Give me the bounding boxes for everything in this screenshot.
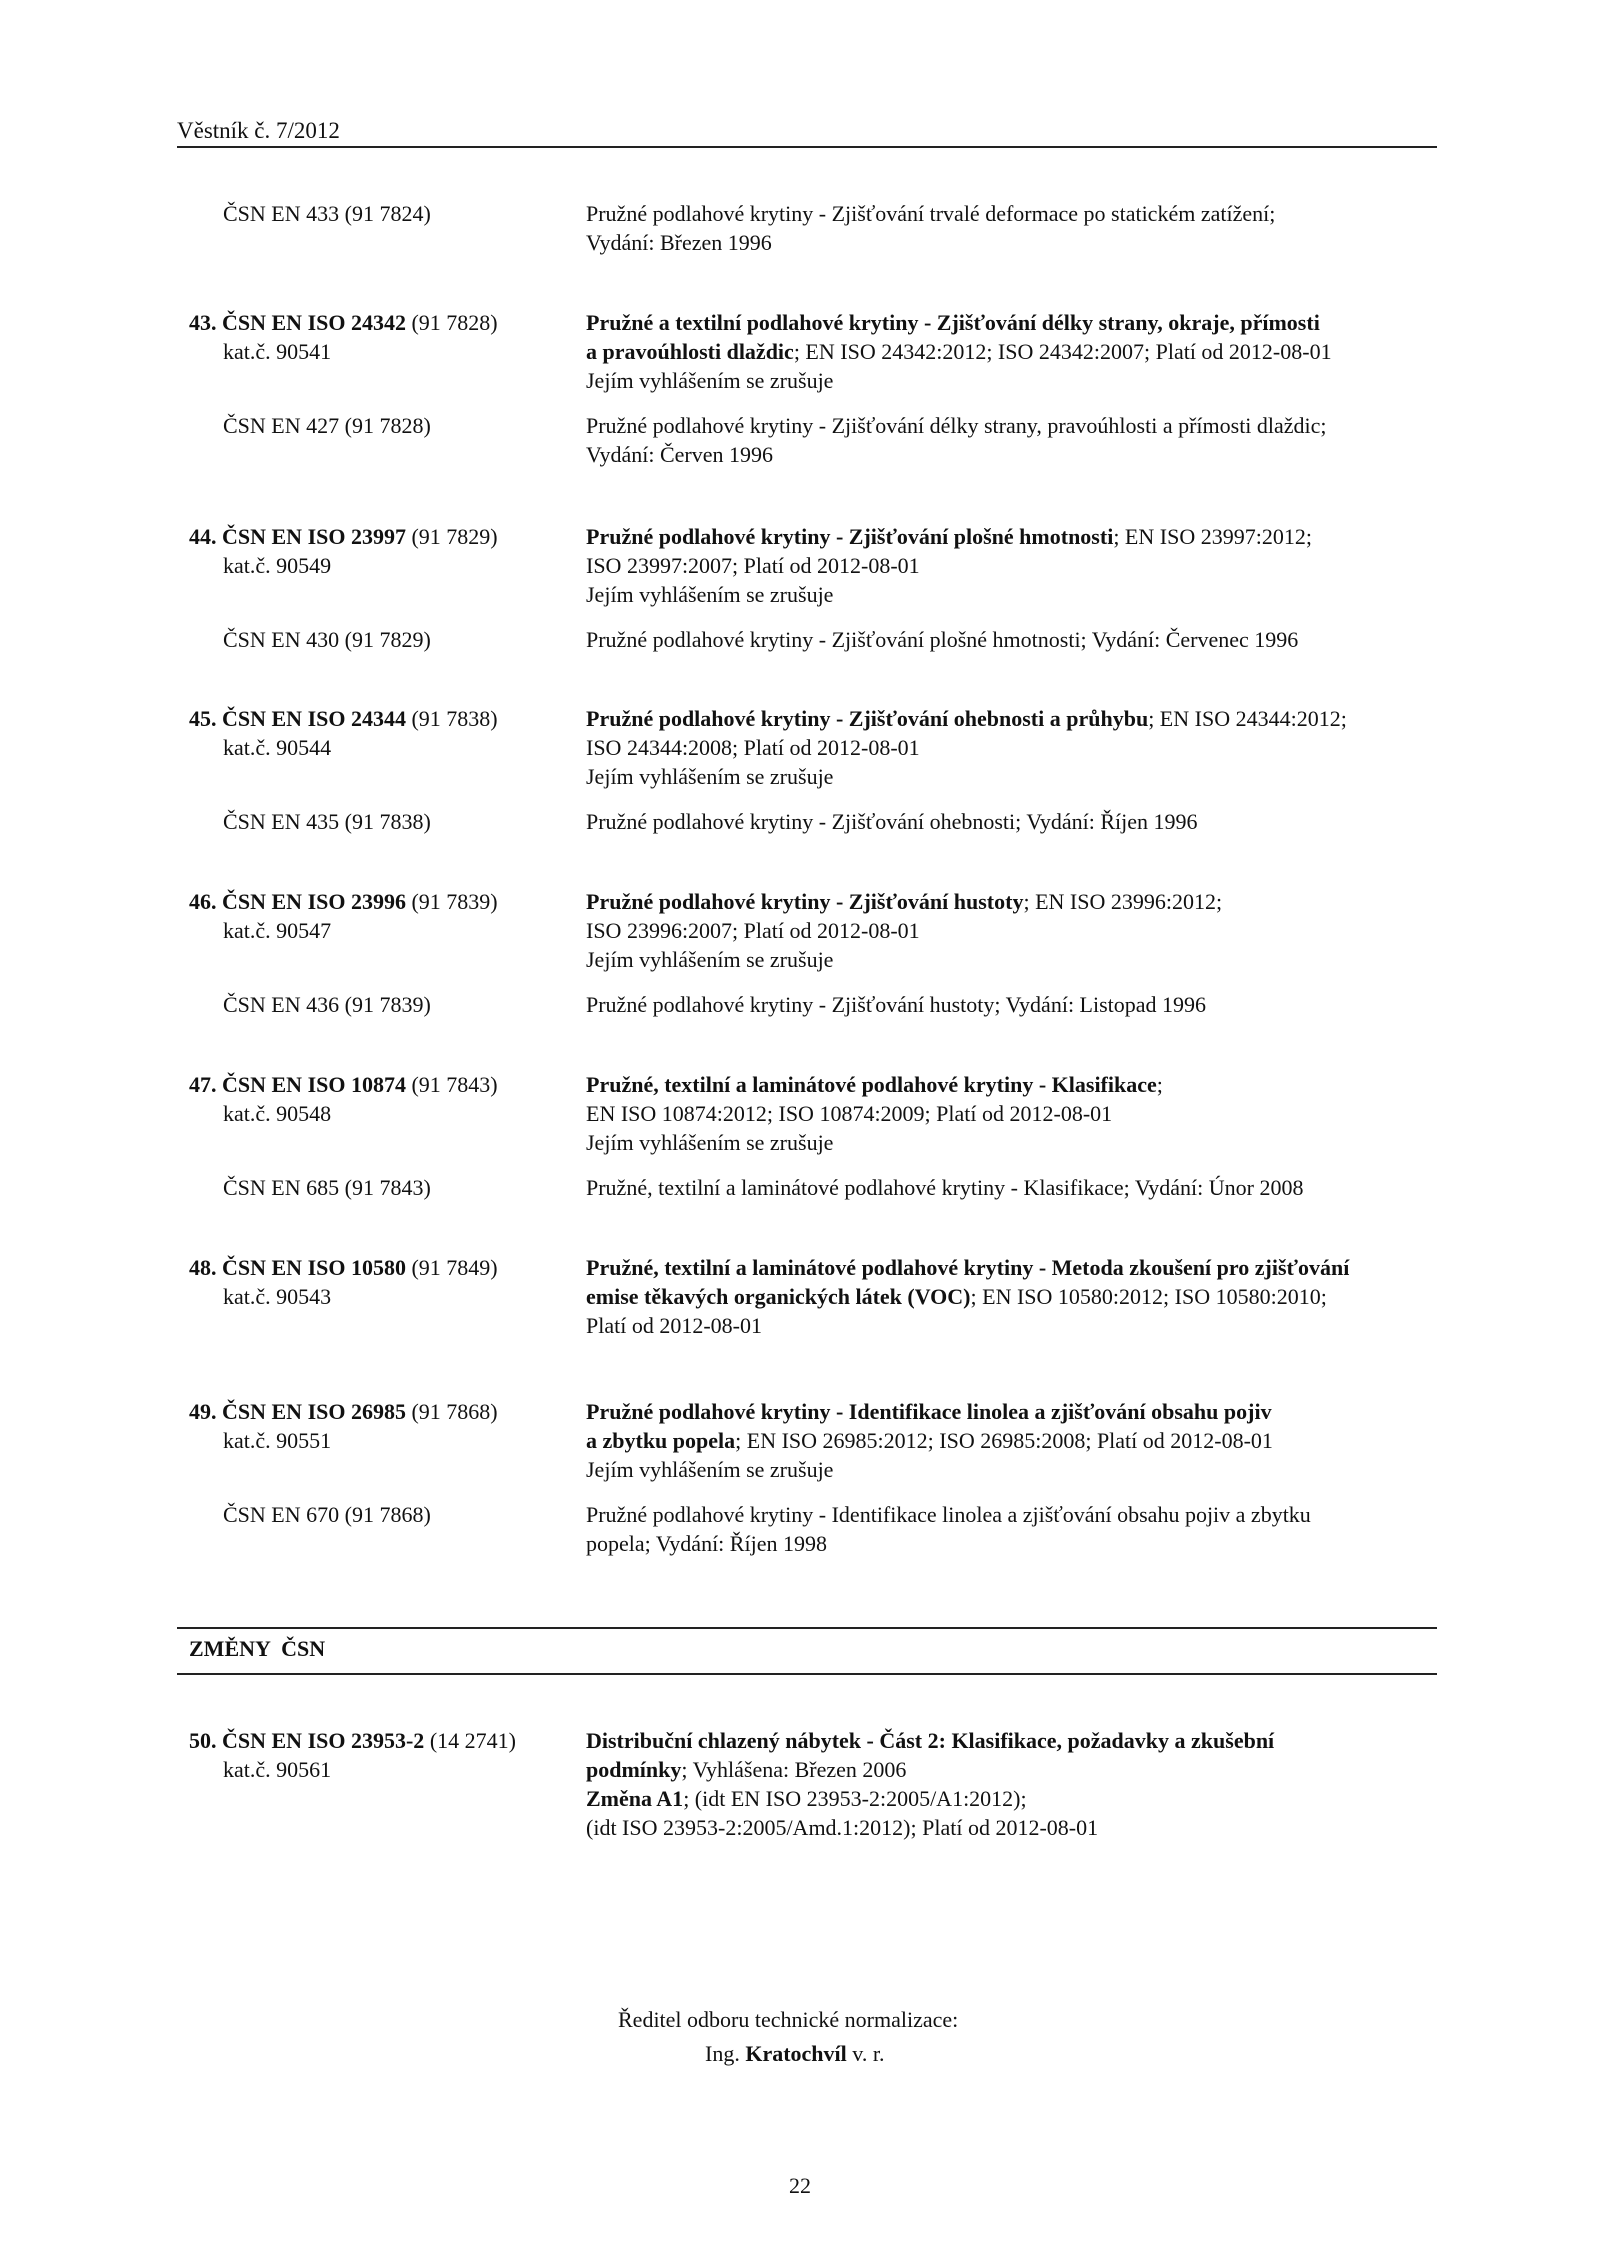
description-text: ; (idt EN ISO 23953-2:2005/A1:2012); xyxy=(683,1786,1027,1811)
entry-description xyxy=(586,807,1197,836)
signature-name-line xyxy=(705,2039,884,2068)
description-text: Pružné podlahové krytiny - Zjišťování ohebnosti; Vydání: Říjen 1996 xyxy=(586,809,1198,834)
entry-number: 45. xyxy=(189,706,217,731)
description-title-text: a pravoúhlosti dlaždic xyxy=(586,339,794,364)
replaced-code: ČSN EN 435 (91 7838) xyxy=(223,809,431,834)
description-text: ; Vyhlášena: Březen 2006 xyxy=(681,1757,907,1782)
description-text: Jejím vyhlášením se zrušuje xyxy=(586,1130,834,1155)
entry-description xyxy=(586,1726,1274,1842)
description-line xyxy=(586,1311,1349,1340)
description-line xyxy=(586,704,1347,733)
description-title-text: Pružné podlahové krytiny - Zjišťování plošné hmotnosti xyxy=(586,524,1114,549)
description-text: Pružné podlahové krytiny - Zjišťování plošné hmotnosti; Vydání: Červenec 1996 xyxy=(586,627,1299,652)
entry-code-main: ČSN EN ISO 10580 xyxy=(222,1255,406,1280)
replaced-code: ČSN EN 427 (91 7828) xyxy=(223,413,431,438)
description-line xyxy=(586,1426,1273,1455)
replaced-code: ČSN EN 685 (91 7843) xyxy=(223,1175,431,1200)
entry-number: 47. xyxy=(189,1072,217,1097)
entry-catalog-number: kat.č. 90549 xyxy=(223,553,332,578)
entry-description xyxy=(586,1070,1163,1157)
description-line xyxy=(586,199,1275,228)
entry-code-main: ČSN EN ISO 10874 xyxy=(222,1072,406,1097)
entry-description xyxy=(586,887,1222,974)
section-heading: ZMĚNY ČSN xyxy=(189,1636,326,1661)
entry-code-class: (91 7843) xyxy=(405,1072,498,1097)
entry-code-class: (91 7838) xyxy=(405,706,498,731)
description-text: Vydání: Březen 1996 xyxy=(586,230,772,255)
entry-code xyxy=(189,1726,516,1755)
entry-number: 43. xyxy=(189,310,217,335)
description-line xyxy=(586,1813,1274,1842)
description-text: Jejím vyhlášením se zrušuje xyxy=(586,368,834,393)
replaced-code: ČSN EN 436 (91 7839) xyxy=(223,992,431,1017)
description-text: Jejím vyhlášením se zrušuje xyxy=(586,582,834,607)
entry-description xyxy=(586,704,1347,791)
replaced-code: ČSN EN 670 (91 7868) xyxy=(223,1502,431,1527)
entry-description xyxy=(586,1253,1349,1340)
description-line xyxy=(586,411,1327,440)
entry-description xyxy=(586,1173,1303,1202)
replaced-code: ČSN EN 430 (91 7829) xyxy=(223,627,431,652)
description-line xyxy=(586,945,1222,974)
description-line xyxy=(586,366,1332,395)
description-line xyxy=(586,733,1347,762)
entry-code xyxy=(189,704,498,733)
description-line xyxy=(586,1173,1303,1202)
entry-code-class: (91 7828) xyxy=(405,310,498,335)
description-text: Pružné podlahové krytiny - Zjišťování trvalé deformace po statickém zatížení; xyxy=(586,201,1276,226)
entry-code-class: (91 7829) xyxy=(405,524,498,549)
description-line xyxy=(586,1099,1163,1128)
description-title-text: Pružné podlahové krytiny - Zjišťování ohebnosti a průhybu xyxy=(586,706,1149,731)
description-text: ; EN ISO 23996:2012; xyxy=(1023,889,1223,914)
entry-catalog-number: kat.č. 90544 xyxy=(223,735,332,760)
entry-description xyxy=(586,990,1206,1019)
description-text: Pružné, textilní a laminátové podlahové krytiny - Klasifikace; Vydání: Únor 2008 xyxy=(586,1175,1304,1200)
signature-suffix: v. r. xyxy=(846,2041,885,2066)
description-line xyxy=(586,522,1312,551)
description-line xyxy=(586,1397,1273,1426)
description-text: Pružné podlahové krytiny - Zjišťování hustoty; Vydání: Listopad 1996 xyxy=(586,992,1207,1017)
entry-code-main: ČSN EN ISO 23997 xyxy=(222,524,406,549)
description-line xyxy=(586,762,1347,791)
entry-code-main: ČSN EN ISO 26985 xyxy=(222,1399,406,1424)
description-line xyxy=(586,580,1312,609)
description-line xyxy=(586,551,1312,580)
entry-code-main: ČSN EN ISO 24344 xyxy=(222,706,406,731)
entry-description xyxy=(586,411,1327,469)
description-line xyxy=(586,1282,1349,1311)
description-text: ISO 23997:2007; Platí od 2012-08-01 xyxy=(586,553,920,578)
description-text: Platí od 2012-08-01 xyxy=(586,1313,762,1338)
header-title: Věstník č. 7/2012 xyxy=(177,118,340,143)
entry-description xyxy=(586,1500,1311,1558)
entry-number: 48. xyxy=(189,1255,217,1280)
description-title-text: Pružné a textilní podlahové krytiny - Zjišťování délky strany, okraje, přímosti xyxy=(586,310,1320,335)
description-line xyxy=(586,1070,1163,1099)
entry-catalog-number: kat.č. 90547 xyxy=(223,918,332,943)
entry-code-class: (91 7868) xyxy=(405,1399,498,1424)
description-text: Jejím vyhlášením se zrušuje xyxy=(586,1457,834,1482)
entry-number: 44. xyxy=(189,524,217,549)
entry-code xyxy=(189,1253,498,1282)
description-title-text: Pružné, textilní a laminátové podlahové krytiny - Metoda zkoušení pro zjišťování xyxy=(586,1255,1350,1280)
description-line xyxy=(586,625,1298,654)
entry-code xyxy=(189,1397,498,1426)
entry-code-main: ČSN EN ISO 24342 xyxy=(222,310,406,335)
entry-code xyxy=(189,887,498,916)
entry-description xyxy=(586,1397,1273,1484)
description-text: popela; Vydání: Říjen 1998 xyxy=(586,1531,827,1556)
description-text: Vydání: Červen 1996 xyxy=(586,442,773,467)
description-text: Pružné podlahové krytiny - Identifikace linolea a zjišťování obsahu pojiv a zbytku xyxy=(586,1502,1311,1527)
description-line xyxy=(586,1253,1349,1282)
description-line xyxy=(586,337,1332,366)
entry-catalog-number: kat.č. 90541 xyxy=(223,339,332,364)
description-text: ; EN ISO 26985:2012; ISO 26985:2008; Platí od 2012-08-01 xyxy=(735,1428,1273,1453)
entry-description xyxy=(586,308,1332,395)
description-line xyxy=(586,1500,1311,1529)
description-text: Jejím vyhlášením se zrušuje xyxy=(586,947,834,972)
description-line xyxy=(586,440,1327,469)
entry-catalog-number: kat.č. 90548 xyxy=(223,1101,332,1126)
section-rule-top xyxy=(177,1627,1437,1629)
description-text: ; EN ISO 10580:2012; ISO 10580:2010; xyxy=(970,1284,1327,1309)
entry-code-main: ČSN EN ISO 23996 xyxy=(222,889,406,914)
entry-code xyxy=(189,522,498,551)
description-text: ; EN ISO 24342:2012; ISO 24342:2007; Platí od 2012-08-01 xyxy=(793,339,1332,364)
description-line xyxy=(586,887,1222,916)
entry-code xyxy=(189,1070,498,1099)
description-line xyxy=(586,807,1197,836)
description-text: ; xyxy=(1156,1072,1163,1097)
description-title-text: podmínky xyxy=(586,1757,682,1782)
entry-code-class: (91 7839) xyxy=(405,889,498,914)
signature-name: Kratochvíl xyxy=(745,2041,847,2066)
description-text: Jejím vyhlášením se zrušuje xyxy=(586,764,834,789)
description-line xyxy=(586,1128,1163,1157)
description-text: Pružné podlahové krytiny - Zjišťování délky strany, pravoúhlosti a přímosti dlaždic; xyxy=(586,413,1327,438)
entry-catalog-number: kat.č. 90551 xyxy=(223,1428,332,1453)
page-number: 22 xyxy=(789,2173,811,2198)
description-title-text: Pružné podlahové krytiny - Zjišťování hustoty xyxy=(586,889,1024,914)
section-rule-bottom xyxy=(177,1673,1437,1675)
description-text: (idt ISO 23953-2:2005/Amd.1:2012); Platí od 2012-08-01 xyxy=(586,1815,1099,1840)
description-line xyxy=(586,1755,1274,1784)
description-title-text: Změna A1 xyxy=(586,1786,684,1811)
entry-catalog-number: kat.č. 90543 xyxy=(223,1284,332,1309)
description-line xyxy=(586,228,1275,257)
description-title-text: Pružné podlahové krytiny - Identifikace linolea a zjišťování obsahu pojiv xyxy=(586,1399,1272,1424)
signature-role: Ředitel odboru technické normalizace: xyxy=(618,2007,959,2032)
entry-description xyxy=(586,625,1298,654)
description-line xyxy=(586,1726,1274,1755)
header-rule xyxy=(177,146,1437,148)
description-text: ; EN ISO 23997:2012; xyxy=(1113,524,1312,549)
description-line xyxy=(586,1784,1274,1813)
description-text: EN ISO 10874:2012; ISO 10874:2009; Platí od 2012-08-01 xyxy=(586,1101,1113,1126)
entry-code-main: ČSN EN ISO 23953-2 xyxy=(222,1728,425,1753)
description-line xyxy=(586,1455,1273,1484)
entry-description xyxy=(586,199,1275,257)
description-text: ; EN ISO 24344:2012; xyxy=(1148,706,1347,731)
description-text: ISO 24344:2008; Platí od 2012-08-01 xyxy=(586,735,920,760)
description-title-text: Pružné, textilní a laminátové podlahové krytiny - Klasifikace xyxy=(586,1072,1157,1097)
description-line xyxy=(586,990,1206,1019)
description-title-text: a zbytku popela xyxy=(586,1428,736,1453)
entry-code-class: (91 7849) xyxy=(405,1255,498,1280)
entry-number: 49. xyxy=(189,1399,217,1424)
description-line xyxy=(586,1529,1311,1558)
signature-prefix: Ing. xyxy=(705,2041,746,2066)
description-text: ISO 23996:2007; Platí od 2012-08-01 xyxy=(586,918,920,943)
entry-number: 46. xyxy=(189,889,217,914)
entry-number: 50. xyxy=(189,1728,217,1753)
description-line xyxy=(586,916,1222,945)
entry-code-class: (14 2741) xyxy=(424,1728,516,1753)
entry-code xyxy=(189,308,498,337)
description-title-text: Distribuční chlazený nábytek - Část 2: Klasifikace, požadavky a zkušební xyxy=(586,1728,1275,1753)
entry-catalog-number: kat.č. 90561 xyxy=(223,1757,332,1782)
description-title-text: emise těkavých organických látek (VOC) xyxy=(586,1284,971,1309)
description-line xyxy=(586,308,1332,337)
entry-description xyxy=(586,522,1312,609)
replaced-code: ČSN EN 433 (91 7824) xyxy=(223,201,431,226)
